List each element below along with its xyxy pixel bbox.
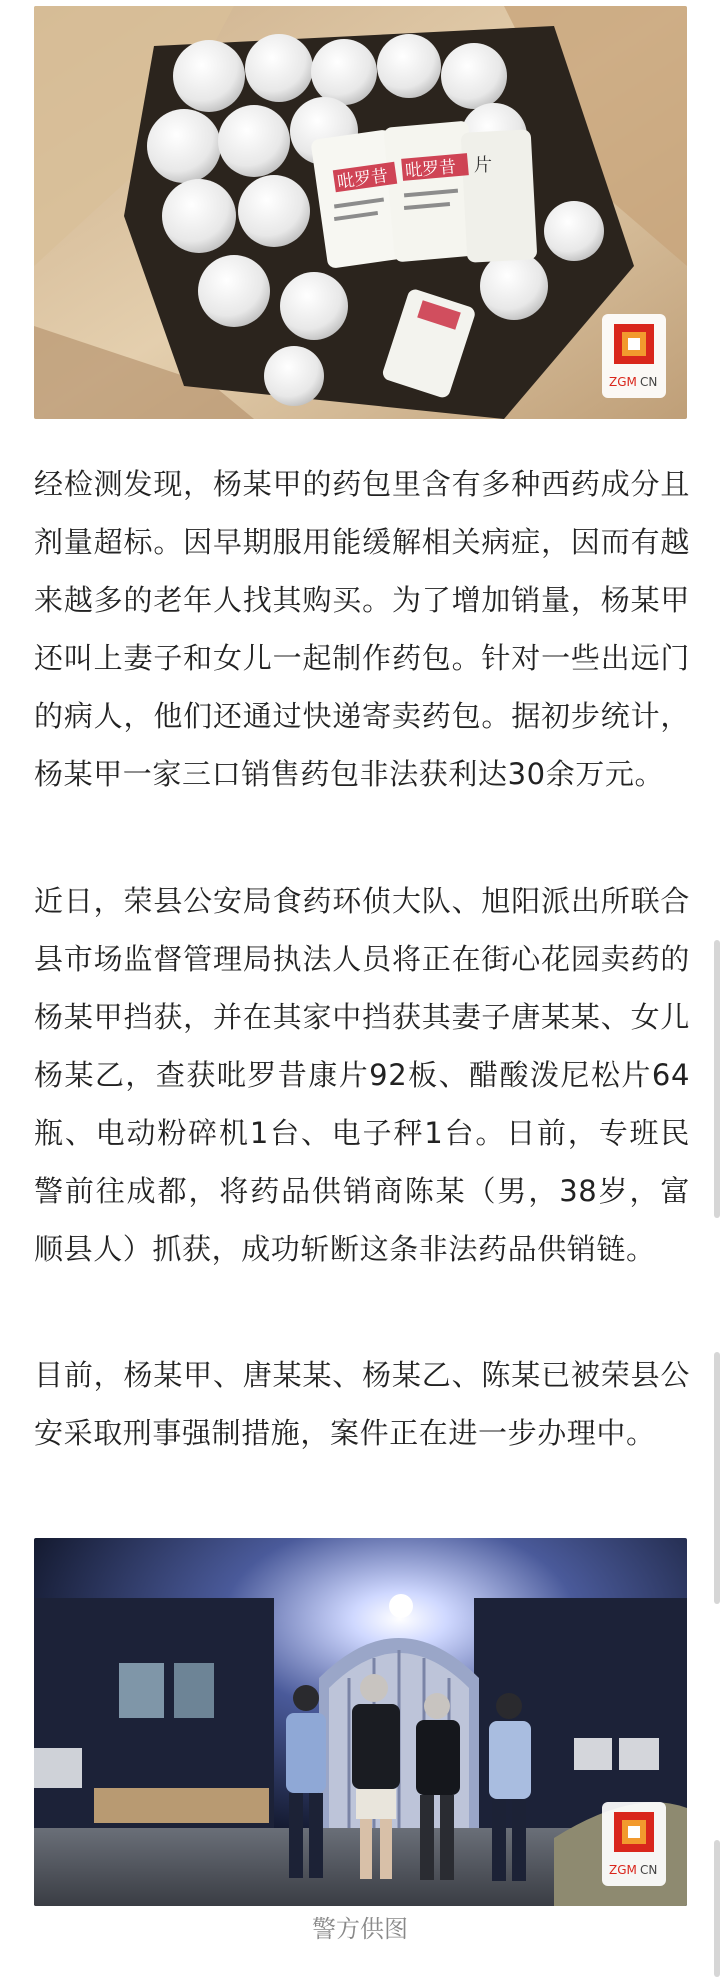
bottle-label: 吡罗昔 — [404, 157, 457, 182]
arrest-scene-photo — [34, 1538, 687, 1906]
scrollbar-thumb[interactable] — [714, 940, 720, 1218]
scrollbar-thumb[interactable] — [714, 1352, 720, 1604]
watermark-logo — [602, 314, 666, 398]
watermark-suffix: CN — [640, 375, 658, 389]
bottle-label: 吡罗昔 — [336, 165, 390, 193]
article-image-pill-bottles[interactable] — [34, 6, 687, 419]
watermark-suffix: CN — [640, 1863, 658, 1877]
pill-bottles-photo — [34, 6, 687, 419]
watermark-text: ZGM — [609, 375, 637, 389]
article-paragraph: 目前，杨某甲、唐某某、杨某乙、陈某已被荣县公安采取刑事强制措施，案件正在进一步办理中。 — [34, 1358, 690, 1450]
bottle-label: 片 — [474, 155, 492, 176]
image-caption: 警方供图 — [312, 1915, 408, 1943]
watermark-logo — [602, 1802, 666, 1886]
watermark-text: ZGM — [609, 1863, 637, 1877]
article-paragraph: 经检测发现，杨某甲的药包里含有多种西药成分且剂量超标。因早期服用能缓解相关病症，因而有越来越多的老年人找其购买。为了增加销量，杨某甲还叫上妻子和女儿一起制作药包。针对一些出远门的病人，他们还通过快递寄卖药包。据初步统计，杨某甲一家三口销售药包非法获利达30余万元。 — [34, 467, 690, 791]
article-image-arrest-scene[interactable] — [34, 1538, 687, 1906]
article-paragraph: 近日，荣县公安局食药环侦大队、旭阳派出所联合县市场监督管理局执法人员将正在街心花园卖药的杨某甲挡获，并在其家中挡获其妻子唐某某、女儿杨某乙，查获吡罗昔康片92板、醋酸泼尼松片64瓶、电动粉碎机1台、电子秤1台。日前，专班民警前往成都，将药品供销商陈某（男，38岁，富顺县人）抓获，成功斩断这条非法药品供销链。 — [34, 884, 690, 1266]
scrollbar-thumb[interactable] — [714, 1840, 720, 1977]
